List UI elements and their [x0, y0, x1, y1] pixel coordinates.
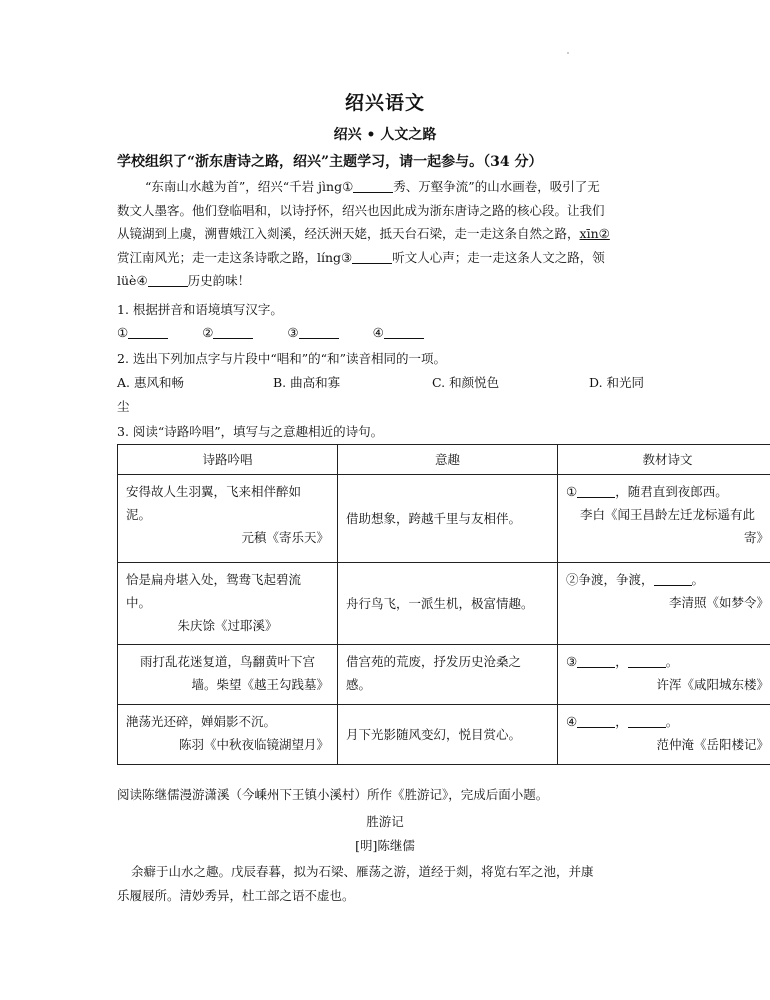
poem-cell: 安得故人生羽翼，飞来相伴醉如 泥。 元稹《寄乐天》 — [118, 475, 338, 563]
table-blank-4b[interactable] — [628, 713, 666, 728]
table-blank-3a[interactable] — [577, 653, 615, 668]
classical-title: 胜游记 — [366, 814, 404, 829]
poem-cell: 恰是扁舟堪入处，鸳鸯飞起碧流 中。 朱庆馀《过耶溪》 — [118, 563, 338, 645]
passage-line-4: 赏江南风光；走一走这条诗歌之路，líng③ 听文人心声；走一走这条人文之路，领 — [117, 249, 605, 265]
header-meaning: 意趣 — [338, 445, 558, 475]
fill-blank-3[interactable] — [352, 249, 392, 264]
textbook-cell: ① ，随君直到夜郎西。 李白《闻王昌龄左迁龙标遥有此 寄》 — [558, 475, 770, 563]
answer-blank-2[interactable] — [213, 324, 253, 339]
page-subtitle: 绍兴 • 人文之路 — [333, 127, 437, 143]
textbook-cell: ②争渡，争渡， 。 李清照《如梦令》 — [558, 563, 770, 645]
table-row — [118, 705, 770, 765]
table-row — [118, 645, 770, 705]
blank-mark-1: ① — [342, 179, 354, 194]
passage-line-5: lüè④ 历史韵味！ — [117, 273, 251, 288]
page-title: 绍兴语文 — [344, 92, 425, 114]
scan-speck — [567, 52, 569, 54]
table-blank-3b[interactable] — [628, 653, 666, 668]
classical-passage: 余癖于山水之趣。戊辰春暮，拟为石梁、雁荡之游，道经于剡，将览右军之池，并康 乐履屐所。清妙秀异，杜工部之语不虚也。 — [117, 864, 594, 903]
question-1-blanks: ① ② ③ ④ — [117, 324, 424, 340]
question-2: 2. 选出下列加点字与片段中“唱和”的“和”读音相同的一项。 — [117, 351, 446, 366]
question-1: 1. 根据拼音和语境填写汉字。 — [117, 302, 283, 317]
option-b[interactable]: B. 曲高和寡 — [273, 375, 341, 390]
header-textbook: 教材诗文 — [558, 445, 770, 475]
table-header-row — [118, 445, 770, 475]
meaning-cell: 舟行鸟飞，一派生机，极富情趣。 — [338, 563, 558, 645]
fill-blank-1[interactable] — [353, 178, 393, 193]
option-d[interactable]: D. 和光同 — [589, 375, 645, 390]
passage-line-1: “东南山水越为首”，绍兴“千岩 jìng① 秀、万壑争流”的山水画卷，吸引了无 — [145, 179, 600, 194]
fill-blank-4[interactable] — [148, 272, 188, 287]
question-3: 3. 阅读“诗路吟唱”，填写与之意趣相近的诗句。 — [117, 424, 384, 439]
meaning-cell: 借助想象，跨越千里与友相伴。 — [338, 475, 558, 563]
classical-author: [明]陈继儒 — [355, 838, 415, 853]
poem-cell: 雨打乱花迷复道，鸟翻黄叶下宫 墙。柴望《越王勾践墓》 — [118, 645, 338, 705]
option-a[interactable]: A. 惠风和畅 — [117, 375, 184, 390]
reading-intro: 阅读陈继儒漫游潇溪（今嵊州下王镇小溪村）所作《胜游记》，完成后面小题。 — [117, 787, 549, 802]
answer-blank-1[interactable] — [128, 324, 168, 339]
table-blank-4a[interactable] — [577, 713, 615, 728]
question-2-options — [117, 373, 677, 393]
textbook-cell: ③ ， 。 许浑《咸阳城东楼》 — [558, 645, 770, 705]
option-d-overflow: 尘 — [117, 399, 130, 414]
poem-cell: 滟荡光还碎，婵娟影不沉。 陈羽《中秋夜临镜湖望月》 — [118, 705, 338, 765]
blank-mark-2[interactable]: xīn② — [579, 226, 610, 241]
passage — [117, 175, 657, 293]
meaning-cell: 月下光影随风变幻，悦目赏心。 — [338, 705, 558, 765]
passage-line-3: 从镜湖到上虞，溯曹娥江入剡溪，经沃洲天姥，抵天台石梁，走一走这条自然之路，xīn② — [117, 226, 610, 241]
table-row — [118, 475, 770, 563]
answer-blank-3[interactable] — [299, 324, 339, 339]
section-intro: 学校组织了“浙东唐诗之路，绍兴”主题学习，请一起参与。（34 分） — [117, 154, 543, 170]
meaning-cell: 借宫苑的荒废，抒发历史沧桑之 感。 — [338, 645, 558, 705]
passage-line-2: 数文人墨客。他们登临唱和，以诗抒怀，绍兴也因此成为浙东唐诗之路的核心段。让我们 — [117, 202, 605, 218]
textbook-cell: ④ ， 。 范仲淹《岳阳楼记》 — [558, 705, 770, 765]
table-row — [118, 563, 770, 645]
header-poem: 诗路吟唱 — [118, 445, 338, 475]
answer-blank-4[interactable] — [384, 324, 424, 339]
table-blank-2[interactable] — [654, 571, 692, 586]
table-blank-1[interactable] — [577, 483, 615, 498]
poem-table — [117, 444, 770, 765]
option-c[interactable]: C. 和颜悦色 — [432, 375, 500, 390]
